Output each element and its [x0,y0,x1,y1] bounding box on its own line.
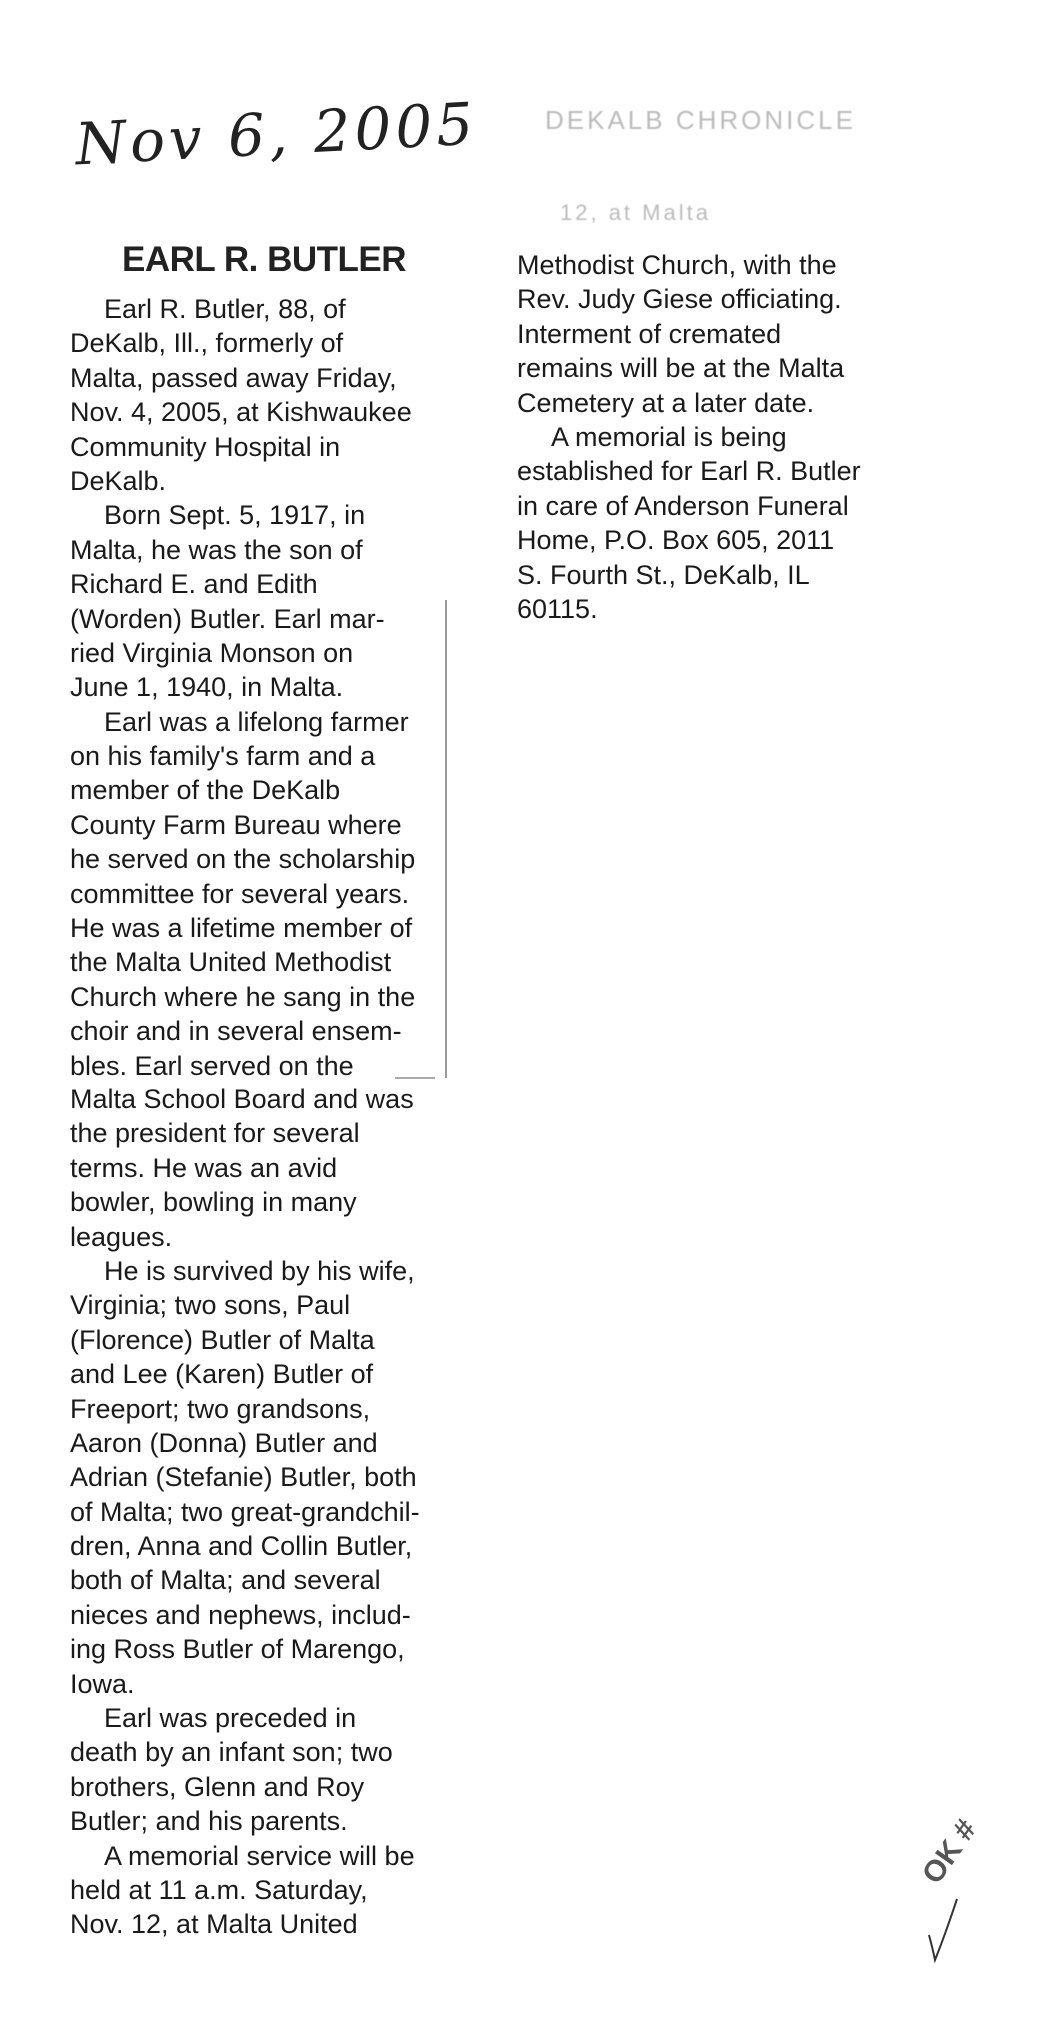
text-line: June 1, 1940, in Malta. [70,672,344,703]
text-line: Methodist Church, with the [517,250,837,280]
ok-stamp: OK # [916,1813,984,1890]
text-line: Aaron (Donna) Butler and [70,1427,378,1458]
text-line: 60115. [517,593,598,624]
text-line: on his family's farm and a [70,741,376,772]
text-line: he served on the scholarship [70,844,416,875]
text-line: Iowa. [70,1668,135,1699]
text-line: Nov. 4, 2005, at Kishwaukee [70,397,412,428]
text-line: member of the DeKalb [70,775,341,806]
text-line: He was a lifetime member of [70,913,413,944]
obituary-headline: EARL R. BUTLER [122,240,407,279]
column-3 [517,248,861,626]
text-line: Interment of cremated [517,318,782,349]
clipping-edge-dash [395,1077,435,1079]
text-line: A memorial is being [551,421,787,452]
text-line: Home, P.O. Box 605, 2011 [517,525,835,556]
text-line: bles. Earl served on the [70,1050,354,1081]
text-line: Cemetery at a later date. [517,387,815,418]
text-line: Earl was a lifelong farmer [104,706,409,737]
text-line: Born Sept. 5, 1917, in [104,500,366,531]
text-line: choir and in several ensem- [70,1016,402,1047]
text-line: Adrian (Stefanie) Butler, both [70,1462,417,1493]
text-line: dren, Anna and Collin Butler, [70,1531,413,1562]
text-line: leagues. [70,1221,173,1252]
text-line: brothers, Glenn and Roy [70,1771,365,1802]
text-line: He is survived by his wife, [104,1255,415,1286]
text-line: Community Hospital in [70,431,341,462]
text-line: remains will be at the Malta [517,353,845,384]
column-2 [70,1082,420,1942]
clipping-edge-line [445,600,447,1078]
text-line: Butler; and his parents. [70,1806,348,1837]
text-line: in care of Anderson Funeral [517,490,849,521]
text-line: the Malta United Methodist [70,947,392,978]
text-line: Rev. Judy Giese officiating. [517,284,842,315]
text-line: S. Fourth St., DeKalb, IL [517,559,810,590]
text-line: County Farm Bureau where [70,809,402,840]
text-line: of Malta; two great-grandchil- [70,1496,420,1527]
text-line: ing Ross Butler of Marengo, [70,1634,405,1665]
text-line: ried Virginia Monson on [70,637,354,668]
text-line: (Florence) Butler of Malta [70,1324,375,1355]
text-line: and Lee (Karen) Butler of [70,1359,374,1390]
text-line: Nov. 12, at Malta United [70,1909,358,1940]
text-line: Virginia; two sons, Paul [70,1290,351,1321]
handwritten-date: Nov 6, 2005 [73,89,479,179]
text-line: the president for several [70,1118,360,1149]
text-line: Malta, he was the son of [70,534,363,565]
text-line: death by an infant son; two [70,1737,393,1768]
text-line: held at 11 a.m. Saturday, [70,1874,368,1905]
faint-bleedthrough-text: 12, at Malta [560,200,711,225]
text-line: both of Malta; and several [70,1565,381,1596]
text-line: A memorial service will be [104,1840,415,1871]
text-line: Richard E. and Edith [70,569,318,600]
text-line: established for Earl R. Butler [517,456,861,487]
text-line: (Worden) Butler. Earl mar- [70,603,385,634]
text-line: bowler, bowling in many [70,1187,357,1218]
text-line: Earl was preceded in [104,1703,357,1734]
text-line: terms. He was an avid [70,1152,338,1183]
text-line: Church where he sang in the [70,981,416,1012]
text-line: Freeport; two grandsons, [70,1393,371,1424]
checkmark-icon [925,1895,965,1965]
faint-bleedthrough-heading: DEKALB CHRONICLE [545,105,856,135]
text-line: committee for several years. [70,878,410,909]
text-line: Malta School Board and was [70,1084,414,1114]
text-line: nieces and nephews, includ- [70,1599,411,1630]
text-line: Malta, passed away Friday, [70,362,397,393]
text-line: DeKalb. [70,465,167,496]
column-1 [70,292,415,1083]
text-line: Earl R. Butler, 88, of [104,294,346,324]
text-line: DeKalb, Ill., formerly of [70,328,344,359]
